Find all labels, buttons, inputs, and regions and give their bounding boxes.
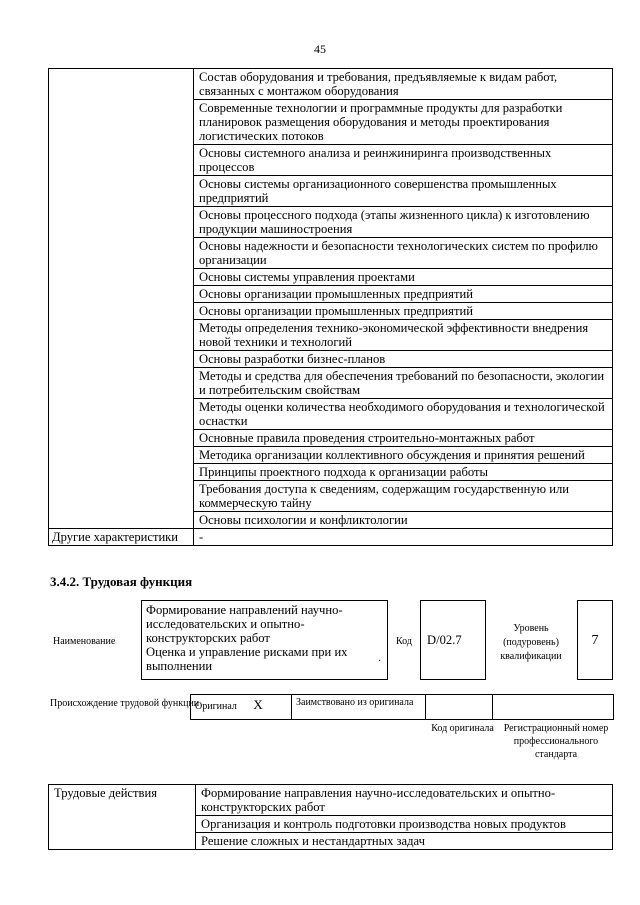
knowledge-item: Основы процессного подхода (этапы жизненного цикла) к изготовлению продукции машиностроения <box>194 207 613 238</box>
knowledge-item: Основы системы управления проектами <box>194 269 613 286</box>
actions-label: Трудовые действия <box>49 785 196 850</box>
origin-table <box>190 694 614 720</box>
code-label: Код <box>396 636 412 647</box>
knowledge-item: Состав оборудования и требования, предъявляемые к видам работ, связанных с монтажом оборудования <box>194 69 613 100</box>
stray-dot: · <box>378 656 382 667</box>
origin-x-mark: X <box>253 697 263 712</box>
function-name-box <box>141 600 388 680</box>
action-item: Решение сложных и нестандартных задач <box>196 833 613 850</box>
knowledge-item: Основы организации промышленных предприятий <box>194 303 613 320</box>
knowledge-label-cell <box>49 69 194 529</box>
other-characteristics-label: Другие характеристики <box>49 529 194 546</box>
page-number: 45 <box>314 42 326 56</box>
action-item: Формирование направления научно-исследовательских и опытно-конструкторских работ <box>196 785 613 816</box>
actions-table <box>48 784 613 850</box>
other-characteristics-value: - <box>194 529 613 546</box>
table-row <box>49 69 613 100</box>
level-label: Уровень (подуровень) квалификации <box>500 623 562 662</box>
knowledge-item: Основы системного анализа и реинжиниринга производственных процессов <box>194 145 613 176</box>
function-name-line2: Оценка и управление рисками при их выполнении <box>146 645 348 673</box>
name-label: Наименование <box>53 636 116 647</box>
knowledge-item: Основные правила проведения строительно-монтажных работ <box>194 430 613 447</box>
knowledge-item: Принципы проектного подхода к организации работы <box>194 464 613 481</box>
origin-reg-label: Регистрационный номер профессионального стандарта <box>503 723 609 760</box>
knowledge-item: Основы психологии и конфликтологии <box>194 512 613 529</box>
origin-reg-cell <box>493 695 614 720</box>
table-row <box>49 785 613 816</box>
origin-code-label: Код оригинала <box>431 723 494 734</box>
knowledge-item: Основы системы организационного совершенства промышленных предприятий <box>194 176 613 207</box>
knowledge-item: Методы и средства для обеспечения требований по безопасности, экологии и потребительским свойствам <box>194 368 613 399</box>
code-value: D/02.7 <box>420 600 486 680</box>
knowledge-item: Методика организации коллективного обсуждения и принятия решений <box>194 447 613 464</box>
knowledge-item: Основы надежности и безопасности технологических систем по профилю организации <box>194 238 613 269</box>
knowledge-item: Основы разработки бизнес-планов <box>194 351 613 368</box>
section-title: 3.4.2. Трудовая функция <box>50 574 193 589</box>
knowledge-item: Методы оценки количества необходимого оборудования и технологической оснастки <box>194 399 613 430</box>
knowledge-item: Современные технологии и программные продукты для разработки планировок размещения оборудования и методы проектирования логистических потоков <box>194 100 613 145</box>
knowledge-item: Требования доступа к сведениям, содержащим государственную или коммерческую тайну <box>194 481 613 512</box>
function-name-line1: Формирование направлений научно-исследовательских и опытно-конструкторских работ <box>146 603 343 645</box>
other-characteristics-row <box>49 529 613 546</box>
level-value: 7 <box>577 600 613 680</box>
origin-original-cell <box>191 695 292 720</box>
origin-code-cell <box>426 695 493 720</box>
action-item: Организация и контроль подготовки производства новых продуктов <box>196 816 613 833</box>
knowledge-table <box>48 68 613 546</box>
origin-label: Происхождение трудовой функции <box>50 698 200 709</box>
origin-original-label: Оригинал <box>195 701 237 712</box>
knowledge-item: Основы организации промышленных предприятий <box>194 286 613 303</box>
origin-borrowed-label: Заимствовано из оригинала <box>292 695 426 720</box>
knowledge-item: Методы определения технико-экономической эффективности внедрения новой техники и технологий <box>194 320 613 351</box>
